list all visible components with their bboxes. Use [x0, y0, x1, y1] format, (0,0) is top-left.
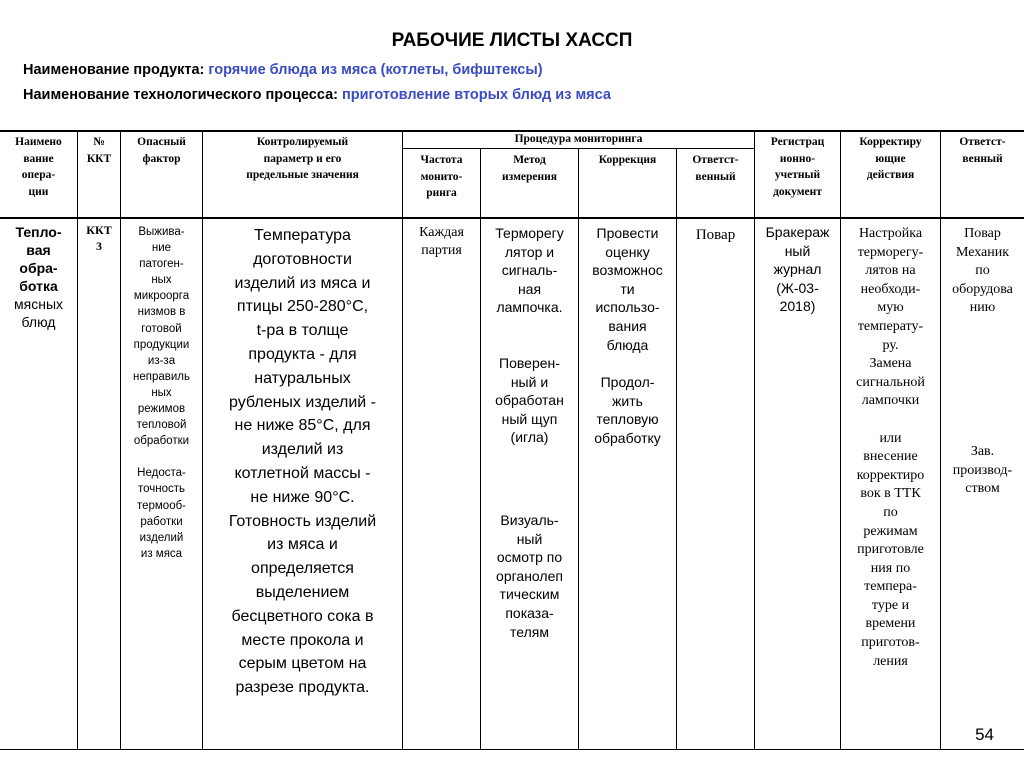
- owner-text-2: Зав. производ- ством: [952, 443, 1013, 497]
- method-text-3: Визуаль- ный осмотр по органолеп тическим показа- телям: [496, 511, 563, 640]
- method-text-1: Терморегу лятор и сигналь- ная лампочка.: [495, 225, 564, 316]
- header-responsible: Ответст- венный: [692, 154, 739, 183]
- row-ccp: ККТ 3: [86, 223, 112, 253]
- product-line: [23, 62, 543, 78]
- hazard-text-2: Недоста- точность термооб- работки изделий из мяса: [136, 467, 187, 560]
- operation-text: мясных блюд: [14, 296, 63, 330]
- header-frequency: Частота монито- ринга: [420, 154, 463, 199]
- row-parameter: Температура доготовности изделий из мяса и птицы 250-280°С, t-ра в толще продукта - для натуральных рубленых изделий - не ниже 85°С, для изделий из котлетной массы - не ниже 90°С. Готовность изделий из мяса и определяется выделением бесцветного сока в месте прокола и серым цветом на разрезе продукта.: [228, 227, 377, 697]
- header-corrective: Корректиру ющие действия: [859, 136, 922, 181]
- hazard-text-1: Выжива- ние патоген- ных микроорга низмов в готовой продукции из-за неправиль ных режимов тепловой обработки: [132, 226, 190, 448]
- process-label: Наименование технологического процесса:: [23, 87, 338, 103]
- row-operation: [0, 223, 77, 331]
- product-value: горячие блюда из мяса (котлеты, бифштексы): [208, 62, 543, 78]
- owner-text-1: Повар Механик по оборудова нию: [952, 226, 1013, 316]
- header-parameter: Контролируемый параметр и его предельные значения: [246, 136, 359, 181]
- header-registration: Регистрац ионно- учетный документ: [770, 136, 825, 198]
- row-hazard: [121, 224, 202, 562]
- header-correction: Коррекция: [598, 154, 657, 166]
- header-method: Метод измерения: [502, 154, 557, 183]
- header-monitoring: Процедура мониторинга: [514, 133, 643, 145]
- process-line: [23, 87, 611, 103]
- row-corrective: Настройка терморегу- лятов на необходи- мую температу- ру. Замена сигнальной лампочки или внесение корректиро вок в ТТК по режимам приготовле ния по темпера- туре и времени приготов- ления: [856, 226, 925, 669]
- row-responsible: Повар: [695, 227, 736, 243]
- header-operation: Наимено вание опера- ции: [15, 136, 62, 198]
- header-owner: Ответст- венный: [959, 136, 1006, 165]
- row-method: [481, 224, 578, 641]
- product-label: Наименование продукта:: [23, 62, 205, 78]
- row-registration: Бракераж ный журнал (Ж-03- 2018): [765, 224, 830, 315]
- operation-bold-text: Тепло- вая обра- ботка: [15, 224, 62, 294]
- header-ccp: № ККТ: [86, 136, 112, 165]
- row-owner: [941, 225, 1024, 499]
- process-value: приготовление вторых блюд из мяса: [342, 87, 611, 103]
- header-hazard: Опасный фактор: [137, 136, 186, 165]
- correction-text-2: Продол- жить тепловую обработку: [594, 374, 661, 446]
- method-text-2: Поверен- ный и обработан ный щуп (игла): [495, 354, 564, 446]
- row-correction: [579, 224, 676, 448]
- slide-title: РАБОЧИЕ ЛИСТЫ ХАССП: [391, 30, 633, 51]
- row-frequency: Каждая партия: [419, 225, 464, 258]
- correction-text-1: Провести оценку возможнос ти использо- вания блюда: [592, 225, 663, 353]
- page-number: 54: [975, 725, 994, 744]
